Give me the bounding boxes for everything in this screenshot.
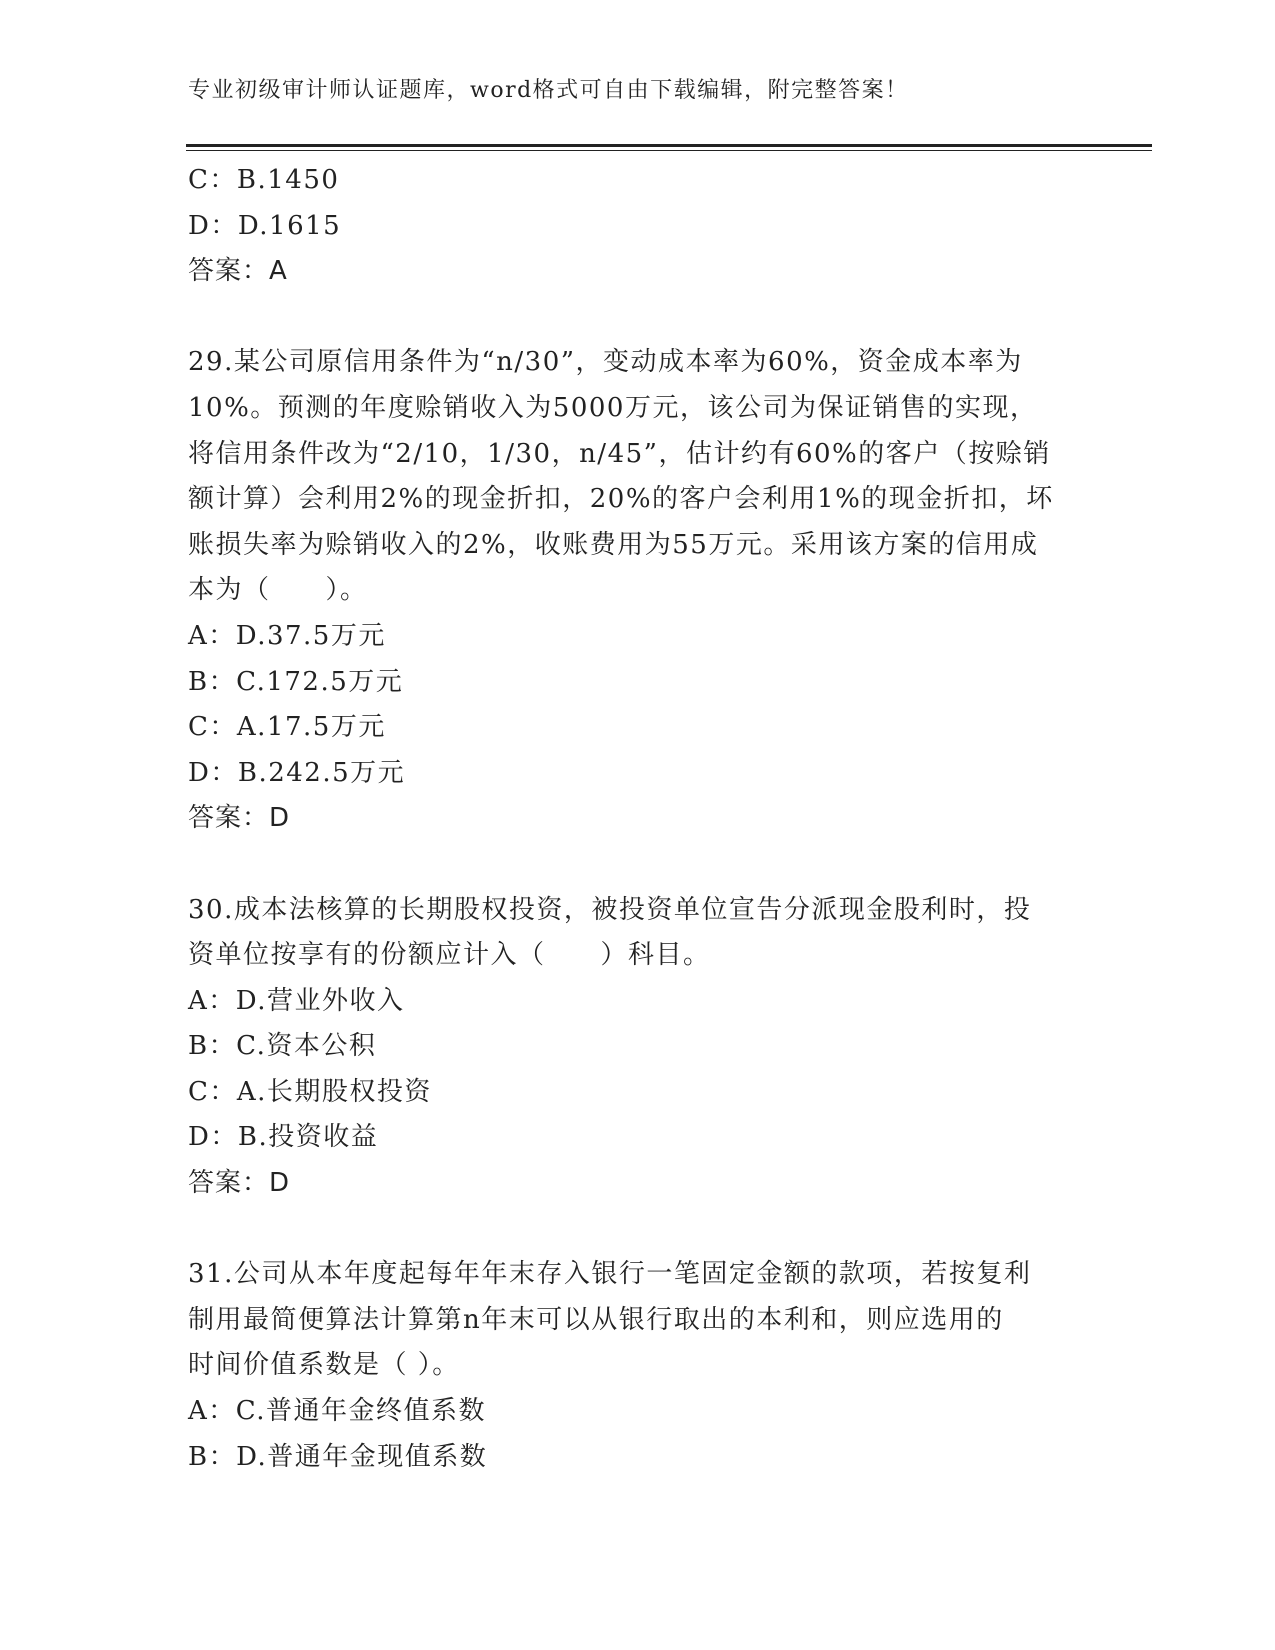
- question-30: [188, 888, 1088, 1207]
- spacer: [188, 842, 1088, 888]
- option-line: C：B.1450: [188, 165, 340, 195]
- document-body: [188, 158, 1088, 1480]
- option-line: A：C.普通年金终值系数: [188, 1396, 487, 1427]
- question-text-line: 额计算）会利用2%的现金折扣，20%的客户会利用1%的现金折扣，坏: [188, 484, 1054, 515]
- header-rule-thick: [186, 144, 1152, 147]
- option-line: C：A.17.5万元: [188, 712, 386, 743]
- question-31: [188, 1252, 1088, 1480]
- page-header: 专业初级审计师认证题库，word格式可自由下载编辑，附完整答案！: [188, 78, 909, 103]
- option-line: D：B.投资收益: [188, 1122, 379, 1153]
- question-text-line: 29.某公司原信用条件为“n/30”，变动成本率为60%，资金成本率为: [188, 347, 1023, 378]
- question-text-line: 账损失率为赊销收入的2%，收账费用为55万元。采用该方案的信用成: [188, 529, 1039, 560]
- answer-line: 答案：D: [188, 803, 291, 834]
- question-text-line: 31.公司从本年度起每年年末存入银行一笔固定金额的款项，若按复利: [188, 1259, 1032, 1290]
- question-text-line: 制用最简便算法计算第n年末可以从银行取出的本利和，则应选用的: [188, 1304, 1004, 1335]
- option-line: A：D.37.5万元: [188, 620, 386, 651]
- question-text-line: 本为（ ）。: [188, 575, 368, 606]
- question-text-line: 资单位按享有的份额应计入（ ）科目。: [188, 940, 711, 971]
- option-line: B：C.资本公积: [188, 1031, 377, 1062]
- spacer: [188, 295, 1088, 341]
- option-line: B：D.普通年金现值系数: [188, 1441, 488, 1472]
- option-line: D：D.1615: [188, 210, 342, 241]
- spacer: [188, 1207, 1088, 1253]
- answer-line: 答案：A: [188, 256, 288, 287]
- question-text-line: 将信用条件改为“2/10，1/30，n/45”，估计约有60%的客户（按赊销: [188, 438, 1051, 469]
- option-line: B：C.172.5万元: [188, 666, 404, 697]
- question-29: [188, 340, 1088, 842]
- option-line: A：D.营业外收入: [188, 985, 405, 1016]
- question-text-line: 30.成本法核算的长期股权投资，被投资单位宣告分派现金股利时，投: [188, 894, 1032, 925]
- question-text-line: 时间价值系数是（ ）。: [188, 1350, 460, 1381]
- header-rule-thin: [186, 150, 1152, 151]
- question-text-line: 10%。预测的年度赊销收入为5000万元，该公司为保证销售的实现，: [188, 392, 1038, 423]
- option-line: D：B.242.5万元: [188, 757, 406, 788]
- answer-line: 答案：D: [188, 1168, 291, 1199]
- option-line: C：A.长期股权投资: [188, 1076, 432, 1107]
